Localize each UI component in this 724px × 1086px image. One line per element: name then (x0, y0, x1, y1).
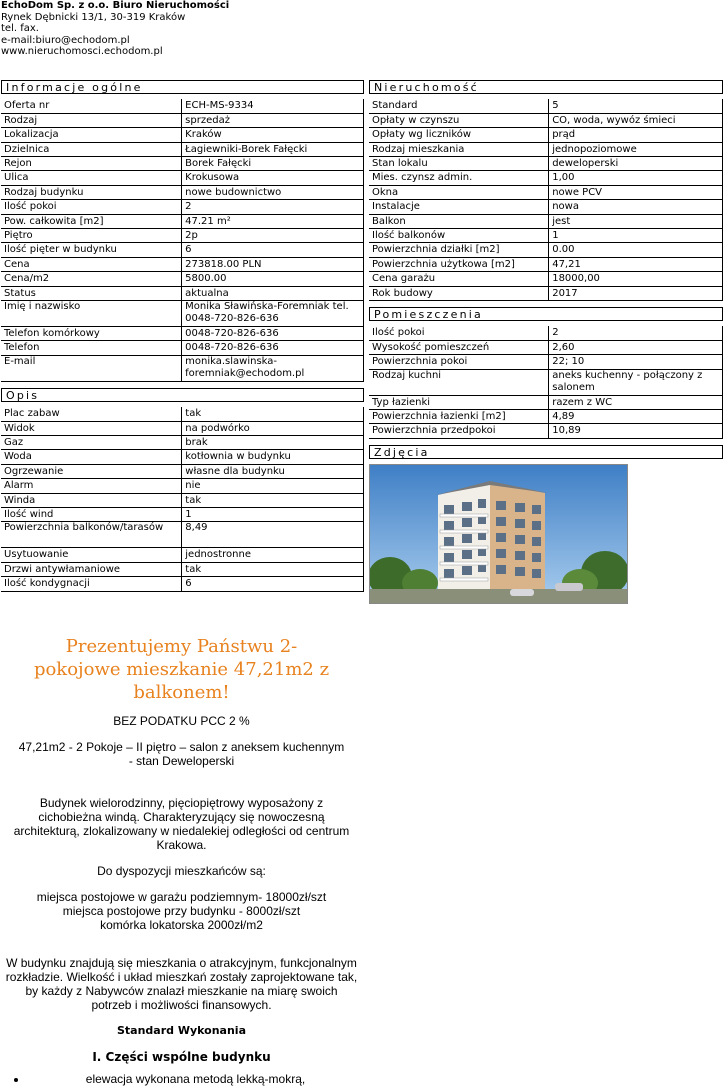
property-label: Balkon (369, 214, 549, 228)
opis-row (1, 577, 364, 591)
general-row (1, 341, 364, 355)
rooms-value: aneks kuchenny - połączony z salonem (549, 369, 723, 395)
general-row (1, 185, 364, 199)
company-header (1, 0, 229, 58)
general-value: 5800.00 (182, 272, 364, 286)
section-opis-title: Opis (1, 388, 364, 402)
property-value: nowa (549, 200, 723, 214)
general-value: monika.slawinska-foremniak@echodom.pl (182, 355, 364, 381)
property-value: 0.00 (549, 243, 723, 257)
property-value: 1,00 (549, 171, 723, 185)
company-phone: tel. fax. (1, 23, 39, 34)
general-label: Cena (1, 257, 182, 271)
general-value: nowe budownictwo (182, 185, 364, 199)
general-table (1, 99, 364, 382)
opis-label: Ilość wind (1, 507, 182, 521)
opis-label: Widok (1, 421, 182, 435)
description-bullet-list (0, 1072, 363, 1086)
opis-value: 8,49 (182, 522, 364, 548)
general-row (1, 113, 364, 127)
property-value: 1 (549, 229, 723, 243)
opis-row (1, 450, 364, 464)
property-label: Standard (369, 99, 549, 113)
left-column (1, 80, 364, 592)
opis-row (1, 436, 364, 450)
rooms-row (369, 424, 723, 438)
company-name: EchoDom Sp. z o.o. Biuro Nieruchomości (1, 0, 230, 11)
section-property-title: Nieruchomość (369, 80, 723, 94)
description-paragraph-4: W budynku znajdują się mieszkania o atrakcyjnym, funkcjonalnym rozkładzie. Wielkość i układ mieszkań zostały zaprojektowane tak, by każdy z Nabywców znalazł mieszkanie na miarę swoich potrzeb i możliwości finansowych. (5, 956, 358, 1012)
property-value: jednopoziomowe (549, 142, 723, 156)
general-row (1, 243, 364, 257)
general-label: Telefon komórkowy (1, 326, 182, 340)
property-row (369, 157, 723, 171)
opis-row (1, 548, 364, 562)
opis-label: Usytuowanie (1, 548, 182, 562)
rooms-value: 4,89 (549, 410, 723, 424)
property-label: Powierzchnia użytkowa [m2] (369, 257, 549, 271)
section-photos-title: Zdjęcia (369, 445, 723, 459)
opis-row (1, 407, 364, 421)
property-value: 18000,00 (549, 272, 723, 286)
general-value: aktualna (182, 286, 364, 300)
rooms-value: 10,89 (549, 424, 723, 438)
property-label: Instalacje (369, 200, 549, 214)
property-label: Cena garażu (369, 272, 549, 286)
property-label: Powierzchnia działki [m2] (369, 243, 549, 257)
property-row (369, 185, 723, 199)
opis-label: Gaz (1, 436, 182, 450)
property-row (369, 113, 723, 127)
company-website: www.nieruchomosci.echodom.pl (1, 46, 163, 57)
property-value: jest (549, 214, 723, 228)
general-value: 2 (182, 200, 364, 214)
general-label: Telefon (1, 341, 182, 355)
general-label: Ulica (1, 171, 182, 185)
general-value: Kraków (182, 128, 364, 142)
opis-label: Ogrzewanie (1, 464, 182, 478)
property-row (369, 243, 723, 257)
rooms-label: Wysokość pomieszczeń (369, 340, 549, 354)
rooms-value: razem z WC (549, 395, 723, 409)
company-address: Rynek Dębnicki 13/1, 30-319 Kraków (1, 11, 186, 23)
property-row (369, 171, 723, 185)
description-standard-heading: Standard Wykonania (116, 1024, 247, 1037)
opis-row (1, 562, 364, 576)
property-label: Stan lokalu (369, 157, 549, 171)
property-label: Okna (369, 185, 549, 199)
general-value: sprzedaż (182, 113, 364, 127)
opis-label: Winda (1, 493, 182, 507)
opis-value: 1 (182, 507, 364, 521)
right-column (369, 80, 723, 604)
rooms-row (369, 355, 723, 369)
property-value: 5 (549, 99, 723, 113)
general-value: Monika Sławińska-Foremniak tel. 0048-720-826-636 (182, 300, 364, 326)
opis-value: kotłownia w budynku (182, 450, 364, 464)
general-label: Status (1, 286, 182, 300)
description-storage: komórka lokatorska 2000zł/m2 (100, 918, 263, 932)
property-label: Mies. czynsz admin. (369, 171, 549, 185)
property-row (369, 214, 723, 228)
rooms-label: Typ łazienki (369, 395, 549, 409)
opis-row (1, 522, 364, 548)
opis-label: Drzwi antywłamaniowe (1, 562, 182, 576)
opis-value: tak (182, 407, 364, 421)
general-row (1, 200, 364, 214)
general-label: Rejon (1, 157, 182, 171)
opis-value: własne dla budynku (182, 464, 364, 478)
property-label: Opłaty wg liczników (369, 128, 549, 142)
description-paragraph-1: Budynek wielorodzinny, pięciopiętrowy wyposażony z cichobieżna windą. Charakteryzujący się nowoczesną architekturą, zlokalizowany w niedalekiej odległości od centrum Krakowa. (13, 796, 350, 852)
rooms-label: Powierzchnia łazienki [m2] (369, 410, 549, 424)
general-label: Lokalizacja (1, 128, 182, 142)
general-value: Łagiewniki-Borek Fałęcki (182, 142, 364, 156)
offer-description (0, 635, 363, 1086)
opis-label: Ilość kondygnacji (1, 577, 182, 591)
general-row (1, 128, 364, 142)
opis-row (1, 479, 364, 493)
general-label: Imię i nazwisko (1, 300, 182, 326)
general-value: 273818.00 PLN (182, 257, 364, 271)
property-row (369, 272, 723, 286)
general-value: 2p (182, 229, 364, 243)
rooms-row (369, 326, 723, 340)
property-value: deweloperski (549, 157, 723, 171)
general-row (1, 229, 364, 243)
general-row (1, 142, 364, 156)
property-row (369, 286, 723, 300)
rooms-label: Powierzchnia przedpokoi (369, 424, 549, 438)
opis-row (1, 493, 364, 507)
rooms-value: 2 (549, 326, 723, 340)
property-row (369, 229, 723, 243)
general-row (1, 300, 364, 326)
building-photo[interactable] (369, 464, 628, 604)
rooms-label: Powierzchnia pokoi (369, 355, 549, 369)
rooms-row (369, 410, 723, 424)
property-row (369, 200, 723, 214)
property-value: 47,21 (549, 257, 723, 271)
section-rooms-title: Pomieszczenia (369, 307, 723, 321)
opis-table (1, 407, 364, 592)
property-row (369, 99, 723, 113)
rooms-row (369, 340, 723, 354)
general-value: 6 (182, 243, 364, 257)
general-label: Rodzaj budynku (1, 185, 182, 199)
general-value: Borek Fałęcki (182, 157, 364, 171)
rooms-row (369, 395, 723, 409)
general-row (1, 157, 364, 171)
rooms-label: Ilość pokoi (369, 326, 549, 340)
property-value: CO, woda, wywóz śmieci (549, 113, 723, 127)
rooms-label: Rodzaj kuchni (369, 369, 549, 395)
property-table (369, 99, 723, 301)
opis-value: 6 (182, 577, 364, 591)
opis-row (1, 421, 364, 435)
general-value: 0048-720-826-636 (182, 341, 364, 355)
property-label: Rok budowy (369, 286, 549, 300)
general-row (1, 355, 364, 381)
general-label: Ilość pokoi (1, 200, 182, 214)
property-value: nowe PCV (549, 185, 723, 199)
opis-label: Woda (1, 450, 182, 464)
general-row (1, 257, 364, 271)
general-label: Rodzaj (1, 113, 182, 127)
description-parking-outdoor: miejsca postojowe przy budynku - 8000zł/szt (62, 904, 301, 918)
description-parking-garage: miejsca postojowe w garażu podziemnym- 18000zł/szt (36, 890, 327, 904)
general-value: ECH-MS-9334 (182, 99, 364, 113)
general-label: E-mail (1, 355, 182, 381)
general-row (1, 326, 364, 340)
description-summary: 47,21m2 - 2 Pokoje – II piętro – salon z aneksem kuchennym - stan Deweloperski (18, 740, 345, 768)
opis-value: brak (182, 436, 364, 450)
description-section-1: I. Części wspólne budynku (92, 1050, 271, 1064)
opis-value: jednostronne (182, 548, 364, 562)
general-row (1, 171, 364, 185)
opis-label: Powierzchnia balkonów/tarasów (1, 522, 182, 548)
property-row (369, 142, 723, 156)
rooms-row (369, 369, 723, 395)
general-label: Pow. całkowita [m2] (1, 214, 182, 228)
rooms-value: 2,60 (549, 340, 723, 354)
general-value: 47.21 m² (182, 214, 364, 228)
general-label: Dzielnica (1, 142, 182, 156)
property-label: Rodzaj mieszkania (369, 142, 549, 156)
opis-value: nie (182, 479, 364, 493)
general-label: Oferta nr (1, 99, 182, 113)
general-row (1, 214, 364, 228)
opis-value: tak (182, 562, 364, 576)
property-label: Opłaty w czynszu (369, 113, 549, 127)
opis-row (1, 464, 364, 478)
property-value: prąd (549, 128, 723, 142)
opis-value: tak (182, 493, 364, 507)
section-general-title: Informacje ogólne (1, 80, 364, 94)
rooms-table (369, 326, 723, 439)
general-value: 0048-720-826-636 (182, 326, 364, 340)
opis-row (1, 507, 364, 521)
general-row (1, 286, 364, 300)
general-row (1, 99, 364, 113)
building-image (370, 465, 627, 603)
property-value: 2017 (549, 286, 723, 300)
general-label: Ilość pięter w budynku (1, 243, 182, 257)
description-tax: BEZ PODATKU PCC 2 % (113, 714, 250, 728)
company-email: e-mail:biuro@echodom.pl (1, 34, 130, 46)
opis-label: Plac zabaw (1, 407, 182, 421)
property-row (369, 128, 723, 142)
description-bullet-1: • elewacja wykonana metodą lekką-mokrą, (28, 1072, 363, 1086)
property-label: Ilość balkonów (369, 229, 549, 243)
property-row (369, 257, 723, 271)
description-paragraph-2: Do dyspozycji mieszkańców są: (97, 864, 266, 878)
general-label: Piętro (1, 229, 182, 243)
general-value: Krokusowa (182, 171, 364, 185)
opis-value: na podwórko (182, 421, 364, 435)
opis-label: Alarm (1, 479, 182, 493)
general-label: Cena/m2 (1, 272, 182, 286)
general-row (1, 272, 364, 286)
description-headline: Prezentujemy Państwu 2-pokojowe mieszkanie 47,21m2 z balkonem! (33, 636, 330, 703)
rooms-value: 22; 10 (549, 355, 723, 369)
